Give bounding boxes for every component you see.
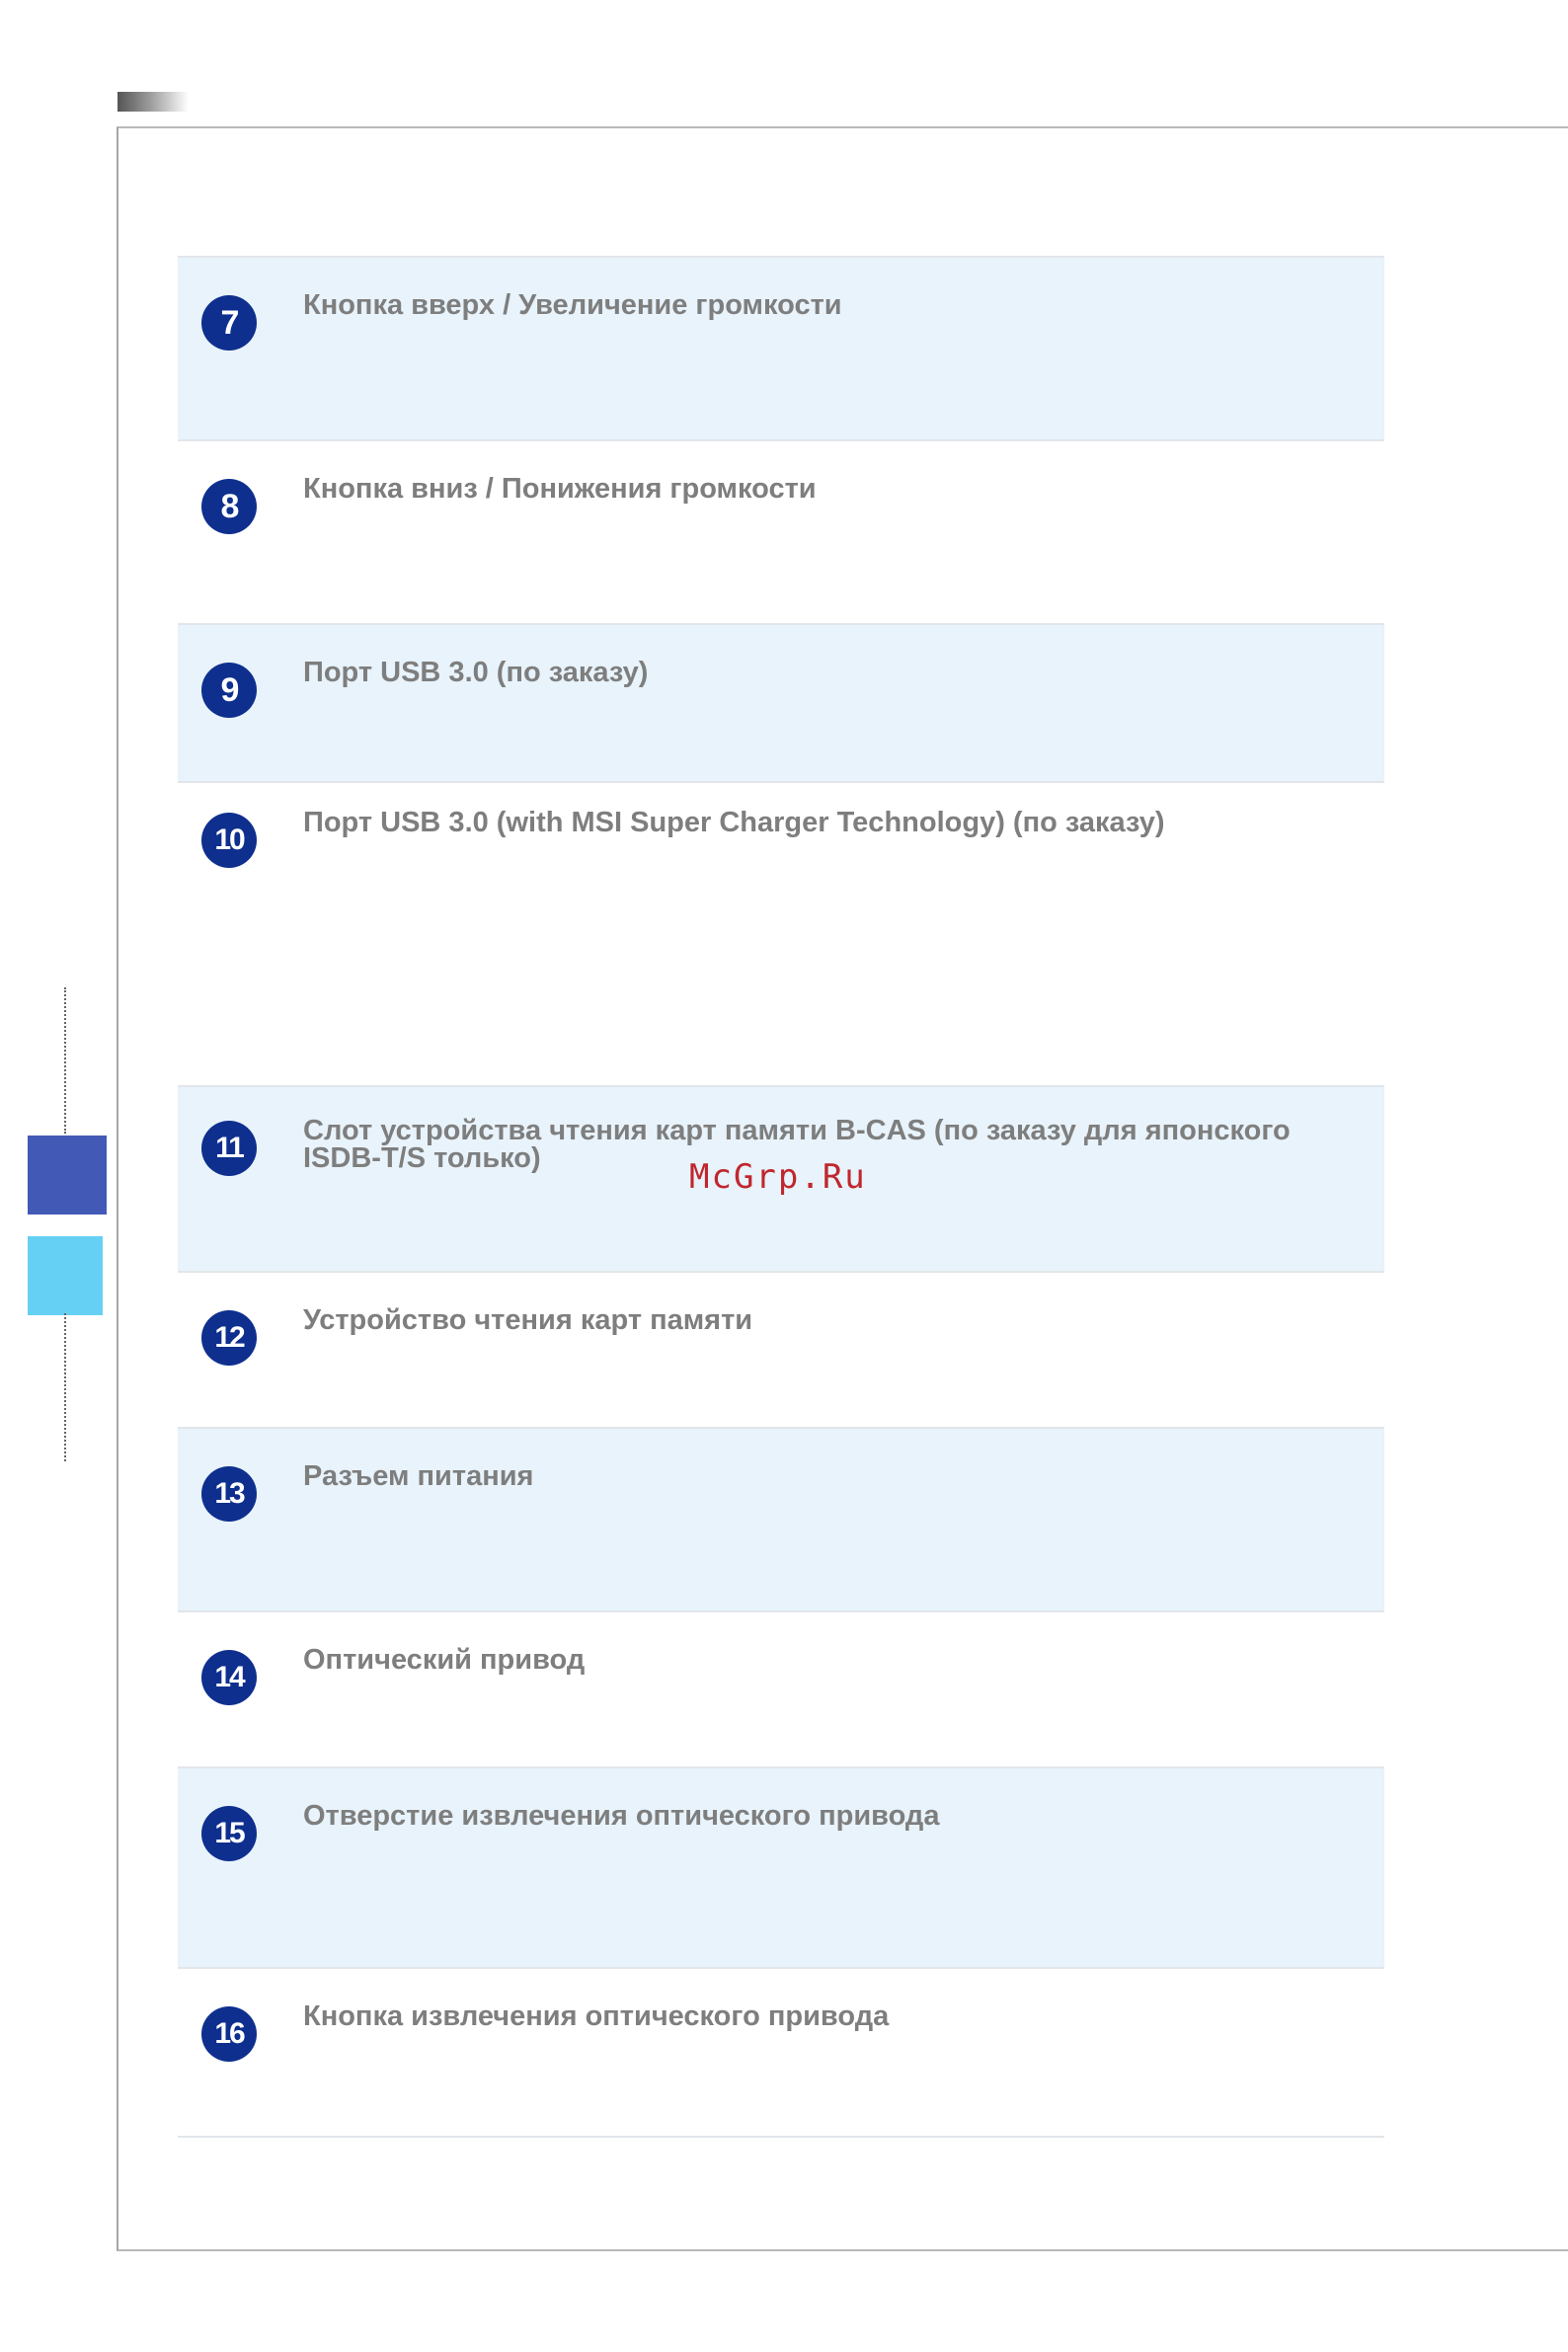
header-gradient-bar (118, 92, 189, 112)
item-label: Порт USB 3.0 (по заказу) (303, 657, 649, 688)
list-item (178, 1429, 1384, 1612)
list-item (178, 1969, 1384, 2138)
watermark-text: McGrp.Ru (689, 1157, 867, 1197)
item-label: Отверстие извлечения оптического привода (303, 1800, 940, 1832)
chapter-tab[interactable] (28, 1236, 103, 1315)
item-number-badge: 11 (201, 1121, 257, 1176)
item-label: Порт USB 3.0 (with MSI Super Charger Technology) (по заказу) (303, 807, 1165, 838)
item-number-badge: 13 (201, 1466, 257, 1522)
item-label: Кнопка вниз / Понижения громкости (303, 473, 817, 505)
item-label: Слот устройства чтения карт памяти B-CAS (по заказу для японского ISDB-T/S только) (303, 1115, 1291, 1174)
list-item (178, 441, 1384, 625)
item-number-badge: 7 (201, 295, 257, 351)
item-number-badge: 10 (201, 813, 257, 868)
list-item (178, 256, 1384, 441)
item-label: Оптический привод (303, 1644, 586, 1676)
list-item (178, 1273, 1384, 1429)
item-number-badge: 8 (201, 479, 257, 534)
item-number-badge: 12 (201, 1310, 257, 1366)
item-number-badge: 15 (201, 1806, 257, 1861)
list-item (178, 783, 1384, 1087)
item-label: Разъем питания (303, 1460, 534, 1492)
item-label: Кнопка вверх / Увеличение громкости (303, 289, 842, 321)
list-item (178, 1768, 1384, 1969)
item-number-badge: 14 (201, 1650, 257, 1705)
item-number-badge: 16 (201, 2006, 257, 2062)
item-label: Кнопка извлечения оптического привода (303, 2000, 890, 2032)
item-label: Устройство чтения карт памяти (303, 1304, 753, 1336)
list-item (178, 1612, 1384, 1768)
item-number-badge: 9 (201, 663, 257, 718)
side-dotted-line-bottom (64, 1313, 66, 1461)
chapter-tab-active[interactable] (28, 1136, 107, 1215)
side-dotted-line-top (64, 987, 66, 1134)
list-item (178, 625, 1384, 783)
